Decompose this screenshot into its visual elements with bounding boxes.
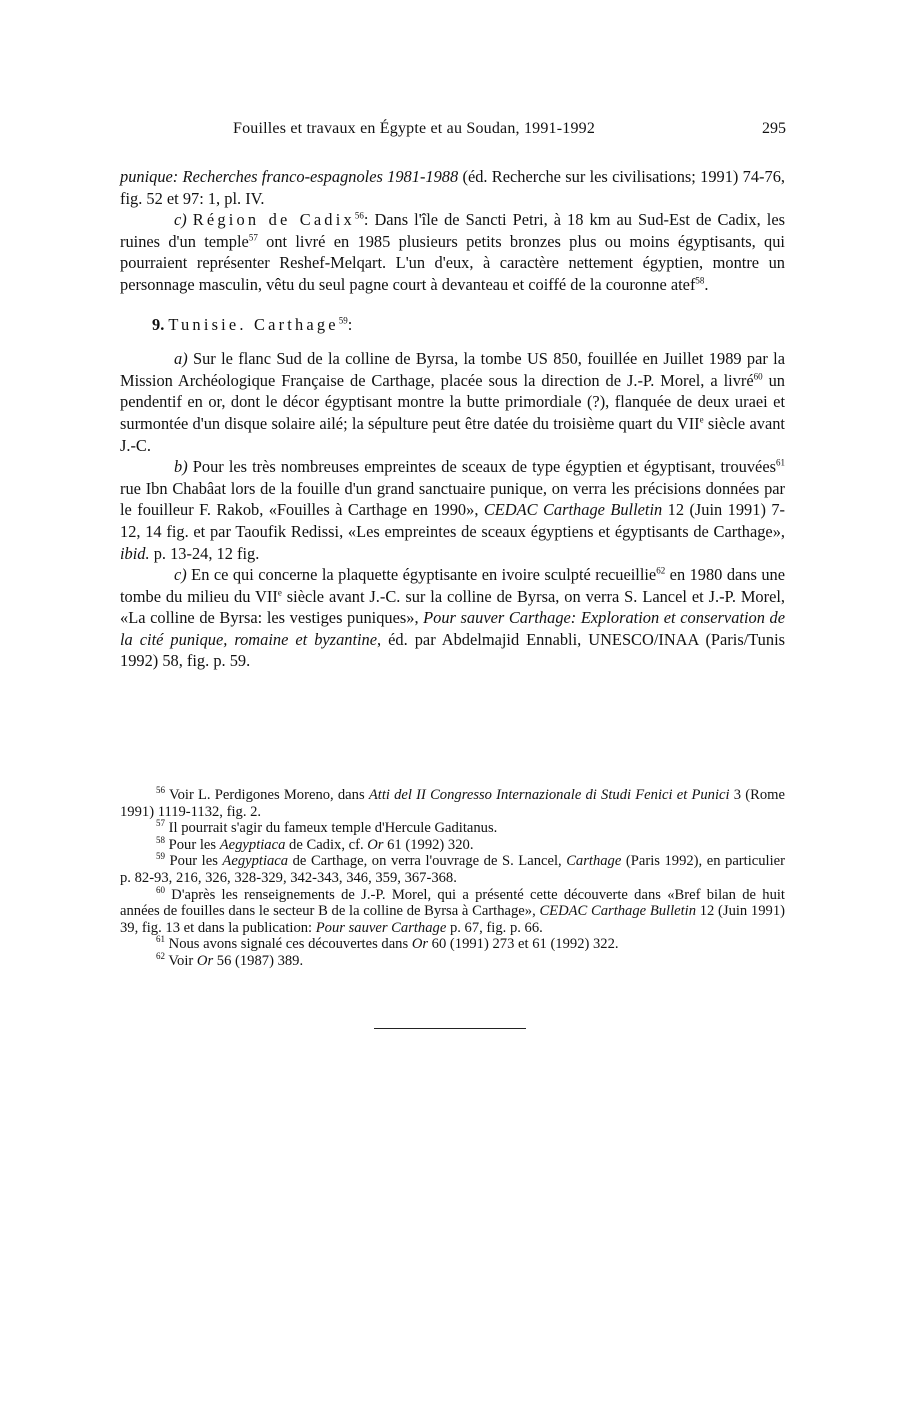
footnote-58: $^{58}$ Pour les Aegyptiaca de Cadix, cf. Or 61 (1992) 320. bbox=[156, 834, 474, 853]
paragraph-byrsa-tomb: a) Sur le flanc Sud de la colline de Byrsa, la tombe US 850, fouillée en Juillet 1989 par la Mission Archéologique Française de Carthage, placée sous la direction de J.-P. Morel, a livré$^{60}$ un pendentif en or, dont le décor égyptisant montre la butte primordiale (?), flanquée de deux uraei et surmontée d'un disque solaire ailé; la sépulture peut être datée du troisième quart du VIIe siècle avant J.-C. bbox=[120, 349, 785, 455]
running-head-title: Fouilles et travaux en Égypte et au Soudan, 1991-1992 bbox=[233, 120, 596, 137]
footnote-ref-60: 60 bbox=[753, 371, 763, 382]
paragraph-seal-impressions: b) Pour les très nombreuses empreintes de sceaux de type égyptien et égyptisant, trouvées$^{61}$ rue Ibn Chabâat lors de la fouille d'un grand sanctuaire punique, on verra les précisions données par le fouilleur F. Rakob, «Fouilles à Carthage en 1990», CEDAC Carthage Bulletin 12 (Juin 1991) 7-12, 14 fig. et par Taoufik Redissi, «Les empreintes de sceaux égyptiens et égyptisants de Carthage», ibid. p. 13-24, 12 fig. bbox=[120, 457, 785, 563]
paragraph-ivory-plaque: c) En ce qui concerne la plaquette égyptisante en ivoire sculpté recueillie$^{62}$ en 1980 dans une tombe du milieu du VIIe siècle avant J.-C. sur la colline de Byrsa, on verra S. Lancel et J.-P. Morel, «La colline de Byrsa: les vestiges puniques», Pour sauver Carthage: Exploration et conservation de la cité punique, romaine et byzantine, éd. par Abdelmajid Ennabli, UNESCO/INAA (Paris/Tunis 1992) 58, fig. p. 59. bbox=[120, 565, 786, 671]
footnote-ref-62: 62 bbox=[656, 565, 666, 576]
footnote-56: $^{56}$ Voir L. Perdigones Moreno, dans Atti del II Congresso Internazionale di Studi Fenici et Punici 3 (Rome 1991) 1119-1132, fig. 2. bbox=[120, 785, 785, 820]
paragraph-continuation: punique: Recherches franco-espagnoles 1981-1988 (éd. Recherche sur les civilisations; 1991) 74-76, fig. 52 et 97: 1, pl. IV. bbox=[120, 167, 786, 208]
running-head bbox=[120, 120, 786, 144]
section-title-cadix: Région de Cadix bbox=[192, 210, 355, 230]
footnote-ref-61: 61 bbox=[776, 457, 785, 468]
footnote-61: $^{61}$ Nous avons signalé ces découvertes dans Or 60 (1991) 273 et 61 (1992) 322. bbox=[156, 934, 619, 953]
footnote-57: $^{57}$ Il pourrait s'agir du fameux temple d'Hercule Gaditanus. bbox=[156, 818, 498, 837]
footnote-ref-59: 59 bbox=[338, 315, 348, 326]
footnote-ref-56: 56 bbox=[354, 210, 364, 221]
footnote-ref-57: 57 bbox=[248, 232, 258, 243]
main-text bbox=[120, 166, 785, 672]
section-heading-tunisie: 9. Tunisie. Carthage$^{59}$: bbox=[152, 314, 353, 334]
footnote-62: $^{62}$ Voir Or 56 (1987) 389. bbox=[156, 951, 304, 969]
end-rule bbox=[374, 1028, 526, 1029]
page-number: 295 bbox=[762, 120, 786, 137]
footnotes bbox=[120, 787, 785, 970]
footnote-60: $^{60}$ D'après les renseignements de J.-P. Morel, qui a présenté cette découverte dans «Bref bilan de huit années de fouilles dans le secteur B de la colline de Byrsa à Carthage», CEDAC Carthage Bulletin 12 (Juin 1991) 39, fig. 13 et dans la publication: Pour sauver Carthage p. 67, fig. p. 66. bbox=[120, 884, 785, 936]
footnote-ref-58: 58 bbox=[695, 275, 705, 286]
paragraph-region-cadix: c) Région de Cadix$^{56}$: Dans l'île de Sancti Petri, à 18 km au Sud-Est de Cadix, les ruines d'un temple$^{57}$ ont livré en 1985 plusieurs petits bronzes plus ou moins égyptisants, qui pourraient représenter Reshef-Melqart. L'un d'eux, à caractère nettement égyptien, montre un personnage masculin, vêtu du seul pagne court à devanteau et coiffé de la couronne atef$^{58}$. bbox=[120, 210, 785, 294]
footnote-59: $^{59}$ Pour les Aegyptiaca de Carthage, on verra l'ouvrage de S. Lancel, Carthage (Paris 1992), en particulier p. 82-93, 216, 326, 328-329, 342-343, 346, 359, 367-368. bbox=[120, 851, 785, 886]
